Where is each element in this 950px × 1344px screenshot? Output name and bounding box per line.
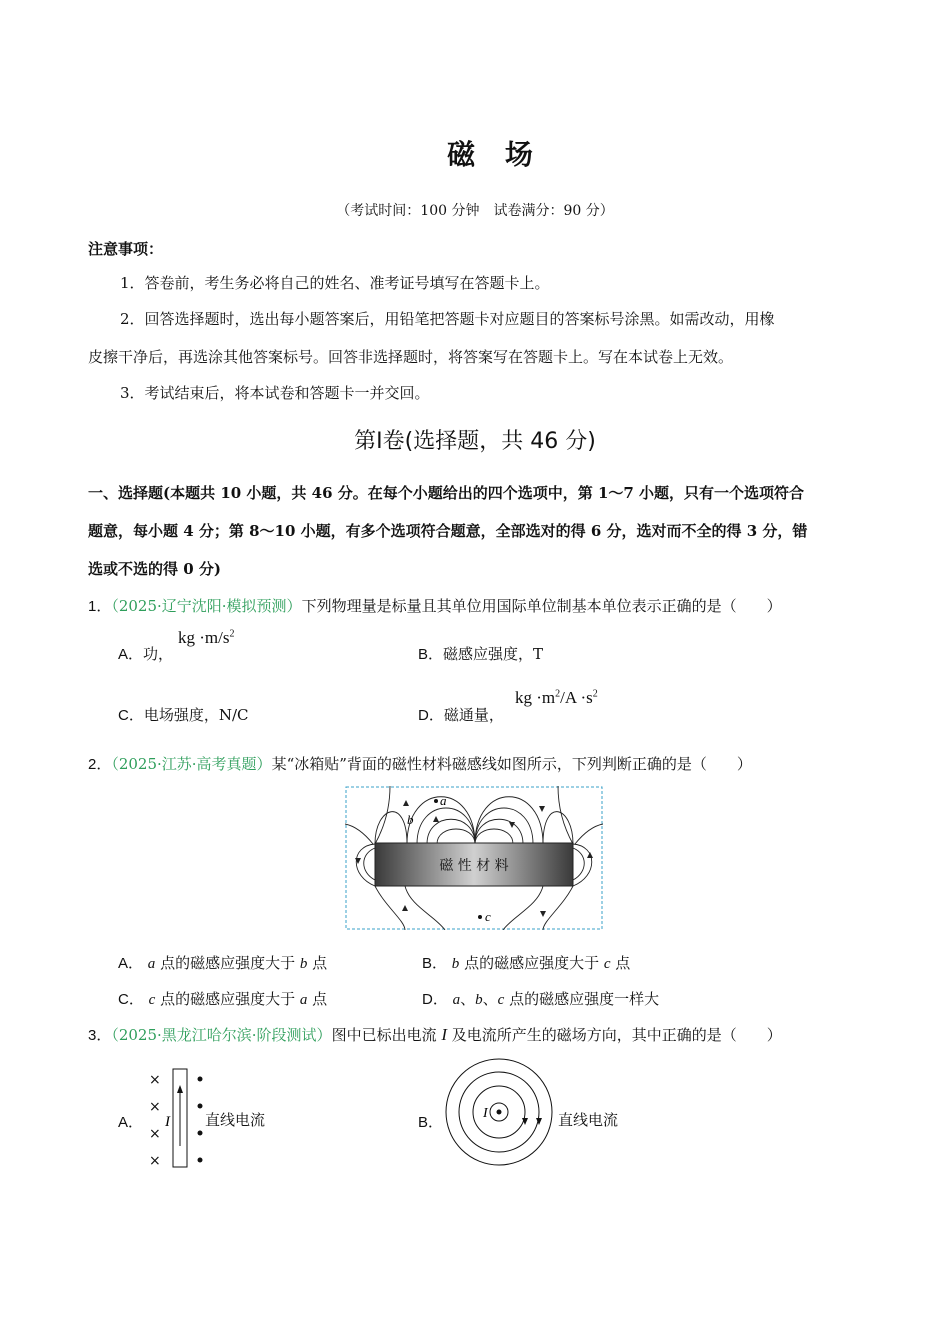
option-label: D． — [422, 991, 448, 1008]
option-label: B． — [418, 646, 444, 663]
page-title: 磁 场 — [447, 138, 543, 171]
point-b-label: b — [407, 812, 414, 827]
question-number: 1． — [88, 598, 112, 615]
option-label: A． — [118, 1114, 144, 1131]
question-source: （2025·辽宁沈阳·模拟预测） — [111, 597, 302, 615]
option-text: 磁感应强度，T — [443, 645, 544, 663]
question-source: （2025·黑龙江哈尔滨·阶段测试） — [111, 1026, 332, 1044]
q3-option-a-caption: 直线电流 — [205, 1111, 266, 1129]
option-text: 功， — [143, 645, 174, 663]
figure-material-label: 磁 性 材 料 — [439, 858, 509, 874]
option-label: B． — [418, 1114, 444, 1131]
q2-option-c[interactable]: C． c 点的磁感应强度大于 a 点 — [118, 990, 328, 1008]
question-1 — [88, 595, 782, 616]
current-label: I — [483, 1106, 488, 1121]
q2-option-b[interactable]: B． b 点的磁感应强度大于 c 点 — [422, 954, 631, 972]
option-label: A． — [118, 646, 144, 663]
svg-text:×: × — [149, 1072, 161, 1088]
point-a-dot — [434, 799, 438, 803]
option-text: 磁通量， — [443, 706, 504, 724]
q2-option-a[interactable]: A． a 点的磁感应强度大于 b 点 — [118, 954, 328, 972]
question-number: 2． — [88, 756, 112, 773]
note-3: 3．考试结束后，将本试卷和答题卡一并交回。 — [120, 384, 430, 402]
question-stem-post: 及电流所产生的磁场方向，其中正确的是（ ） — [447, 1026, 782, 1044]
current-symbol: I — [441, 1025, 448, 1044]
part1-line-1: 一、选择题(本题共 10 小题，共 46 分。在每个小题给出的四个选项中，第 1～7 小题，只有一个选项符合 — [88, 484, 805, 502]
option-text: 电场强度，N/C — [143, 706, 249, 724]
option-label: A． — [118, 955, 144, 972]
question-stem-pre: 图中已标出电流 — [331, 1026, 442, 1044]
q2-option-d[interactable]: D． a、b、c 点的磁感应强度一样大 — [422, 990, 660, 1008]
svg-text:×: × — [149, 1099, 161, 1115]
option-label: C． — [118, 707, 144, 724]
q1-option-a[interactable] — [118, 643, 173, 664]
part1-line-2: 题意，每小题 4 分；第 8～10 小题，有多个选项符合题意，全部选对的得 6 分，选对而不全的得 3 分，错 — [88, 522, 808, 540]
question-stem: 某“冰箱贴”背面的磁性材料磁感线如图所示，下列判断正确的是（ ） — [271, 755, 752, 773]
note-2: 2．回答选择题时，选出每小题答案后，用铅笔把答题卡对应题目的答案标号涂黑。如需改动，用橡 — [120, 310, 775, 328]
option-label: C． — [118, 991, 144, 1008]
q1-option-d-unit: kg $\cdot m^2/A \cdot s^2$ — [515, 688, 598, 707]
q3-option-b-caption: 直线电流 — [558, 1111, 619, 1129]
q3-option-b[interactable] — [418, 1111, 443, 1132]
q1-option-d[interactable] — [418, 704, 504, 725]
point-c-dot — [478, 915, 482, 919]
question-source: （2025·江苏·高考真题） — [111, 755, 272, 773]
option-label: D． — [418, 707, 444, 724]
note-1: 1．答卷前，考生务必将自己的姓名、准考证号填写在答题卡上。 — [120, 274, 550, 292]
point-a-label: a — [440, 793, 447, 808]
section-title: 第Ⅰ卷(选择题，共 46 分) — [354, 429, 596, 454]
question-2 — [88, 753, 752, 774]
current-label: I — [165, 1114, 170, 1130]
notes-heading: 注意事项： — [88, 240, 164, 258]
question-stem: 下列物理量是标量且其单位用国际单位制基本单位表示正确的是（ ） — [301, 597, 782, 615]
exam-info: （考试时间：100 分钟 试卷满分：90 分） — [336, 203, 614, 219]
q1-option-b[interactable] — [418, 643, 543, 664]
svg-text:×: × — [149, 1153, 161, 1169]
q1-option-c[interactable] — [118, 704, 249, 725]
question-number: 3． — [88, 1027, 112, 1044]
note-2-cont: 皮擦干净后，再选涂其他答案标号。回答非选择题时，将答案写在答题卡上。写在本试卷上无效。 — [88, 348, 734, 366]
q3-option-a[interactable] — [118, 1111, 143, 1132]
q1-option-a-unit: kg $\cdot m/s^2$ — [178, 628, 235, 647]
q3-figure-b — [443, 1056, 555, 1168]
svg-text:×: × — [149, 1126, 161, 1142]
magnetic-field-figure — [345, 786, 603, 930]
question-3 — [88, 1024, 782, 1045]
point-c-label: c — [485, 909, 491, 924]
option-label: B． — [422, 955, 448, 972]
part1-line-3: 选或不选的得 0 分) — [88, 560, 221, 578]
